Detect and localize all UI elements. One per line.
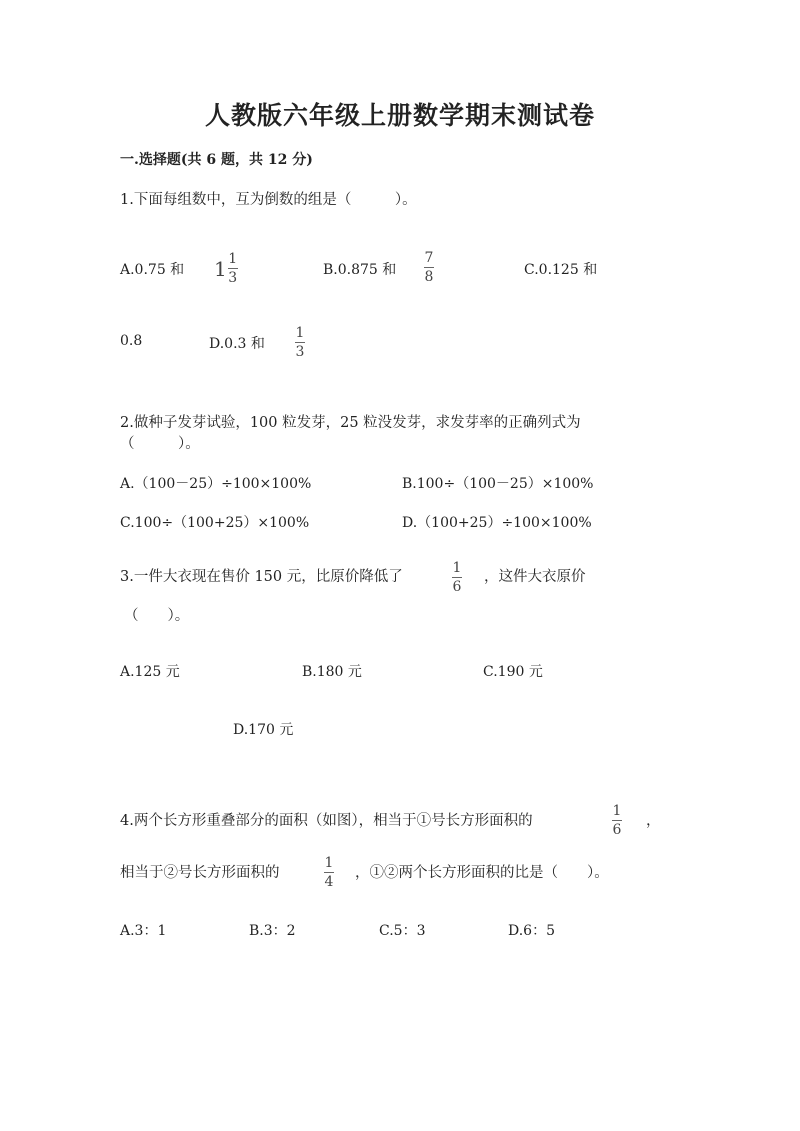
q1-option-a-fraction [228, 252, 238, 285]
q2-stem-line1: 2.做种子发芽试验，100 粒发芽，25 粒没发芽，求发芽率的正确列式为 [120, 415, 581, 431]
q1-option-a-mixed-number [214, 252, 238, 285]
denominator: 3 [295, 344, 305, 360]
numerator: 1 [452, 560, 462, 576]
q3-stem-line2: （ ）。 [124, 608, 190, 624]
q1-option-d: D.0.3 和 [209, 336, 265, 352]
q4-stem-comma: ， [646, 813, 661, 829]
q1-option-b-fraction [424, 251, 434, 284]
q2-option-a: A.（100－25）÷100×100% [120, 476, 312, 492]
q3-option-c: C.190 元 [483, 664, 543, 680]
q3-option-b: B.180 元 [302, 664, 362, 680]
q4-option-c: C.5：3 [379, 923, 426, 939]
denominator: 8 [424, 269, 434, 285]
q2-option-d: D.（100+25）÷100×100% [402, 515, 592, 531]
q1-option-b: B.0.875 和 [323, 262, 397, 278]
q3-stem: 3.一件大衣现在售价 150 元，比原价降低了 [120, 569, 403, 585]
q1-option-c: C.0.125 和 [524, 262, 598, 278]
q4-fraction-1 [612, 804, 622, 837]
q4-option-b: B.3：2 [249, 923, 296, 939]
fraction-bar [228, 268, 238, 269]
q1-stem: 1.下面每组数中，互为倒数的组是（ ）。 [120, 192, 417, 208]
denominator: 6 [452, 579, 462, 595]
fraction-bar [295, 342, 305, 343]
fraction-bar [612, 820, 622, 821]
q3-option-d: D.170 元 [233, 722, 294, 738]
page-title: 人教版六年级上册数学期末测试卷 [204, 101, 595, 130]
numerator: 1 [612, 803, 622, 819]
section-heading: 一.选择题(共 6 题，共 12 分) [120, 152, 313, 168]
q4-stem-line2: 相当于②号长方形面积的 [120, 865, 280, 881]
q3-option-a: A.125 元 [120, 664, 180, 680]
q1-option-a: A.0.75 和 [120, 262, 185, 278]
q4-stem: 4.两个长方形重叠部分的面积（如图），相当于①号长方形面积的 [120, 813, 533, 829]
q4-option-a: A.3：1 [120, 923, 167, 939]
numerator: 1 [295, 325, 305, 341]
q3-stem-continued: ，这件大衣原价 [484, 569, 586, 585]
q4-option-d: D.6：5 [508, 923, 555, 939]
fraction-bar [424, 267, 434, 268]
denominator: 3 [228, 270, 238, 286]
q2-option-c: C.100÷（100+25）×100% [120, 515, 310, 531]
q3-fraction [452, 561, 462, 594]
q1-option-d-fraction [295, 326, 305, 359]
denominator: 6 [612, 822, 622, 838]
fraction-bar [324, 872, 334, 873]
numerator: 1 [324, 855, 334, 871]
numerator: 7 [424, 250, 434, 266]
q1-option-a-whole: 1 [214, 256, 227, 281]
denominator: 4 [324, 874, 334, 890]
q2-option-b: B.100÷（100－25）×100% [402, 476, 594, 492]
q2-stem-line2: （ ）。 [120, 436, 200, 452]
fraction-bar [452, 577, 462, 578]
q4-stem-line2-continued: ，①②两个长方形面积的比是（ ）。 [355, 865, 609, 881]
q4-fraction-2 [324, 856, 334, 889]
q1-option-c-continued: 0.8 [120, 333, 143, 349]
numerator: 1 [228, 251, 238, 267]
